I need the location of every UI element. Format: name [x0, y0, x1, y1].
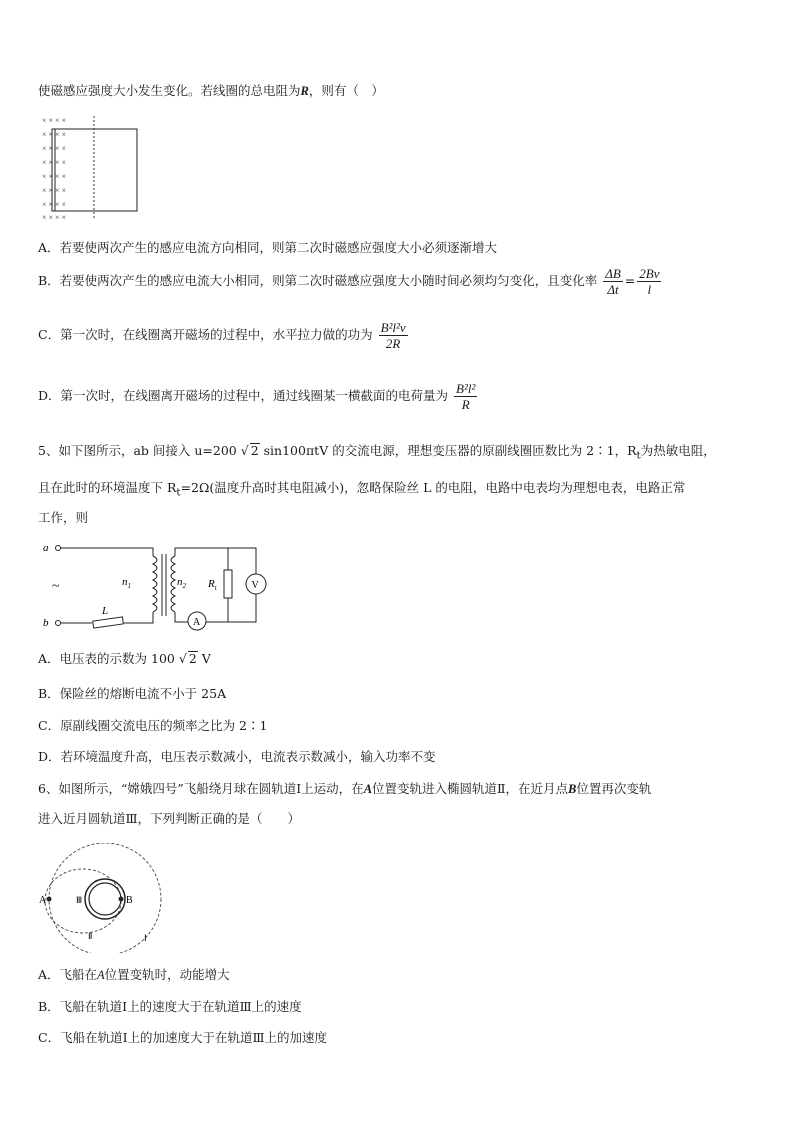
- ac-source-symbol: ~: [52, 579, 60, 594]
- svg-text:× × × ×: × × × ×: [42, 130, 67, 139]
- label-n1: $n_1$: [122, 576, 131, 590]
- q4-option-b: B．若要使两次产生的感应电流大小相同，则第二次时磁感应强度大小随时间必须均匀变化，且变化率 $\frac{\Delta B}{\Delta t}$ = $\frac{2Bv}{l}$: [38, 266, 660, 297]
- moon-inner: [89, 883, 121, 915]
- q5-option-a: A．电压表的示数为 100 √ 2 V: [38, 651, 211, 666]
- q6-option-c: C．飞船在轨道Ⅰ上的加速度大于在轨道Ⅲ上的加速度: [38, 1030, 328, 1045]
- primary-top-wire: [61, 548, 153, 556]
- var-r: R: [300, 84, 309, 98]
- q5-sqrt: 2: [250, 443, 259, 458]
- svg-text:× × × ×: × × × ×: [42, 186, 67, 195]
- label-n2: $n_2$: [177, 576, 186, 590]
- q5-stem-line-3: 工作，则: [38, 510, 89, 525]
- q4-option-b-text: B．若要使两次产生的感应电流大小相同，则第二次时磁感应强度大小随时间必须均匀变化，且变化率: [38, 273, 598, 288]
- primary-coil: [153, 556, 157, 612]
- q6-option-a: A．飞船在A位置变轨时，动能增大: [38, 967, 230, 982]
- q4-c-fraction: $\frac{\text{B²l²v}}{2R}$: [380, 320, 406, 351]
- voltmeter-label: V: [251, 580, 259, 591]
- q5-stem-line-2: 且在此时的环境温度下 $R_t=2\Omega$(温度升高时其电阻减小)，忽略保险丝 L 的电阻，电路中电表均为理想电表，电路正常: [38, 480, 686, 499]
- q5-option-c: C．原副线圈交流电压的频率之比为 2∶1: [38, 718, 268, 733]
- secondary-bottom-wire: [175, 612, 188, 622]
- orbit-II: [45, 869, 121, 933]
- primary-bottom-wire: [124, 612, 153, 623]
- intro-text-end: ，则有（ ）: [308, 83, 384, 98]
- q6-option-b: B．飞船在轨道Ⅰ上的速度大于在轨道Ⅲ上的速度: [38, 999, 302, 1014]
- intro-text: 使磁感应强度大小发生变化。若线圈的总电阻为: [38, 83, 301, 98]
- field-crosses: [42, 116, 66, 222]
- label-l: L: [102, 605, 109, 617]
- q6-stem-line-1: 6、如图所示，“嫦娥四号”飞船绕月球在圆轨道Ⅰ上运动，在A位置变轨进入椭圆轨道Ⅱ，在近月点B位置再次变轨: [38, 781, 652, 796]
- q5-option-d: D．若环境温度升高，电压表示数减小，电流表示数减小，输入功率不变: [38, 749, 436, 764]
- q4-option-c: [38, 320, 410, 351]
- transformer-circuit-figure: [38, 536, 278, 636]
- orbit-label-b: B: [126, 895, 133, 906]
- svg-text:× × × ×: × × × ×: [42, 144, 67, 153]
- q4-option-c-text: C．第一次时，在线圈离开磁场的过程中，水平拉力做的功为: [38, 327, 373, 342]
- svg-text:× × × ×: × × × ×: [42, 116, 67, 125]
- label-b: b: [43, 617, 49, 629]
- q5-option-b: B．保险丝的熔断电流不小于 25A: [38, 686, 227, 701]
- fuse: [93, 617, 124, 628]
- orbit-label-i: Ⅰ: [144, 933, 147, 943]
- q4-option-d: [38, 381, 479, 412]
- q6-stem-line-2: 进入近月圆轨道Ⅲ，下列判断正确的是（ ）: [38, 811, 301, 826]
- ammeter-label: A: [193, 617, 201, 628]
- svg-text:× × × ×: × × × ×: [42, 200, 67, 209]
- secondary-coil: [171, 556, 175, 612]
- q4-b-rate-fraction: $\frac{\Delta B}{\Delta t}$: [605, 266, 621, 297]
- label-a: a: [43, 542, 49, 554]
- thermistor: [224, 570, 232, 598]
- terminal-a: [56, 546, 61, 551]
- coil-field-figure: [38, 112, 148, 224]
- q4-option-a: A．若要使两次产生的感应电流方向相同，则第二次时磁感应强度大小必须逐渐增大: [38, 240, 498, 255]
- secondary-top-wire: [175, 548, 256, 574]
- orbit-label-ii: Ⅱ: [88, 931, 93, 941]
- svg-text:× × × ×: × × × ×: [42, 172, 67, 181]
- q4-option-d-text: D．第一次时，在线圈离开磁场的过程中，通过线圈某一横截面的电荷量为: [38, 388, 449, 403]
- point-B: [119, 897, 124, 902]
- q4-d-fraction: $\frac{\text{B²l²}}{R}$: [456, 381, 476, 412]
- svg-text:× × × ×: × × × ×: [42, 213, 67, 222]
- orbit-label-a: A: [39, 895, 47, 906]
- svg-text:× × × ×: × × × ×: [42, 158, 67, 167]
- intro-line: [38, 83, 384, 99]
- q4-b-value-fraction: $\frac{2Bv}{l}$: [639, 266, 660, 297]
- orbit-label-iii: Ⅲ: [76, 895, 83, 905]
- label-rt: $R_t$: [208, 578, 217, 592]
- point-A: [47, 897, 52, 902]
- terminal-b: [56, 621, 61, 626]
- q5-stem-line-1: 5、如下图所示，ab 间接入 u=200 √ 2 sin100πtV 的交流电源，理想变压器的原副线圈匝数比为 2∶1，$R_t$为热敏电阻，: [38, 443, 716, 462]
- orbit-figure: [38, 843, 168, 953]
